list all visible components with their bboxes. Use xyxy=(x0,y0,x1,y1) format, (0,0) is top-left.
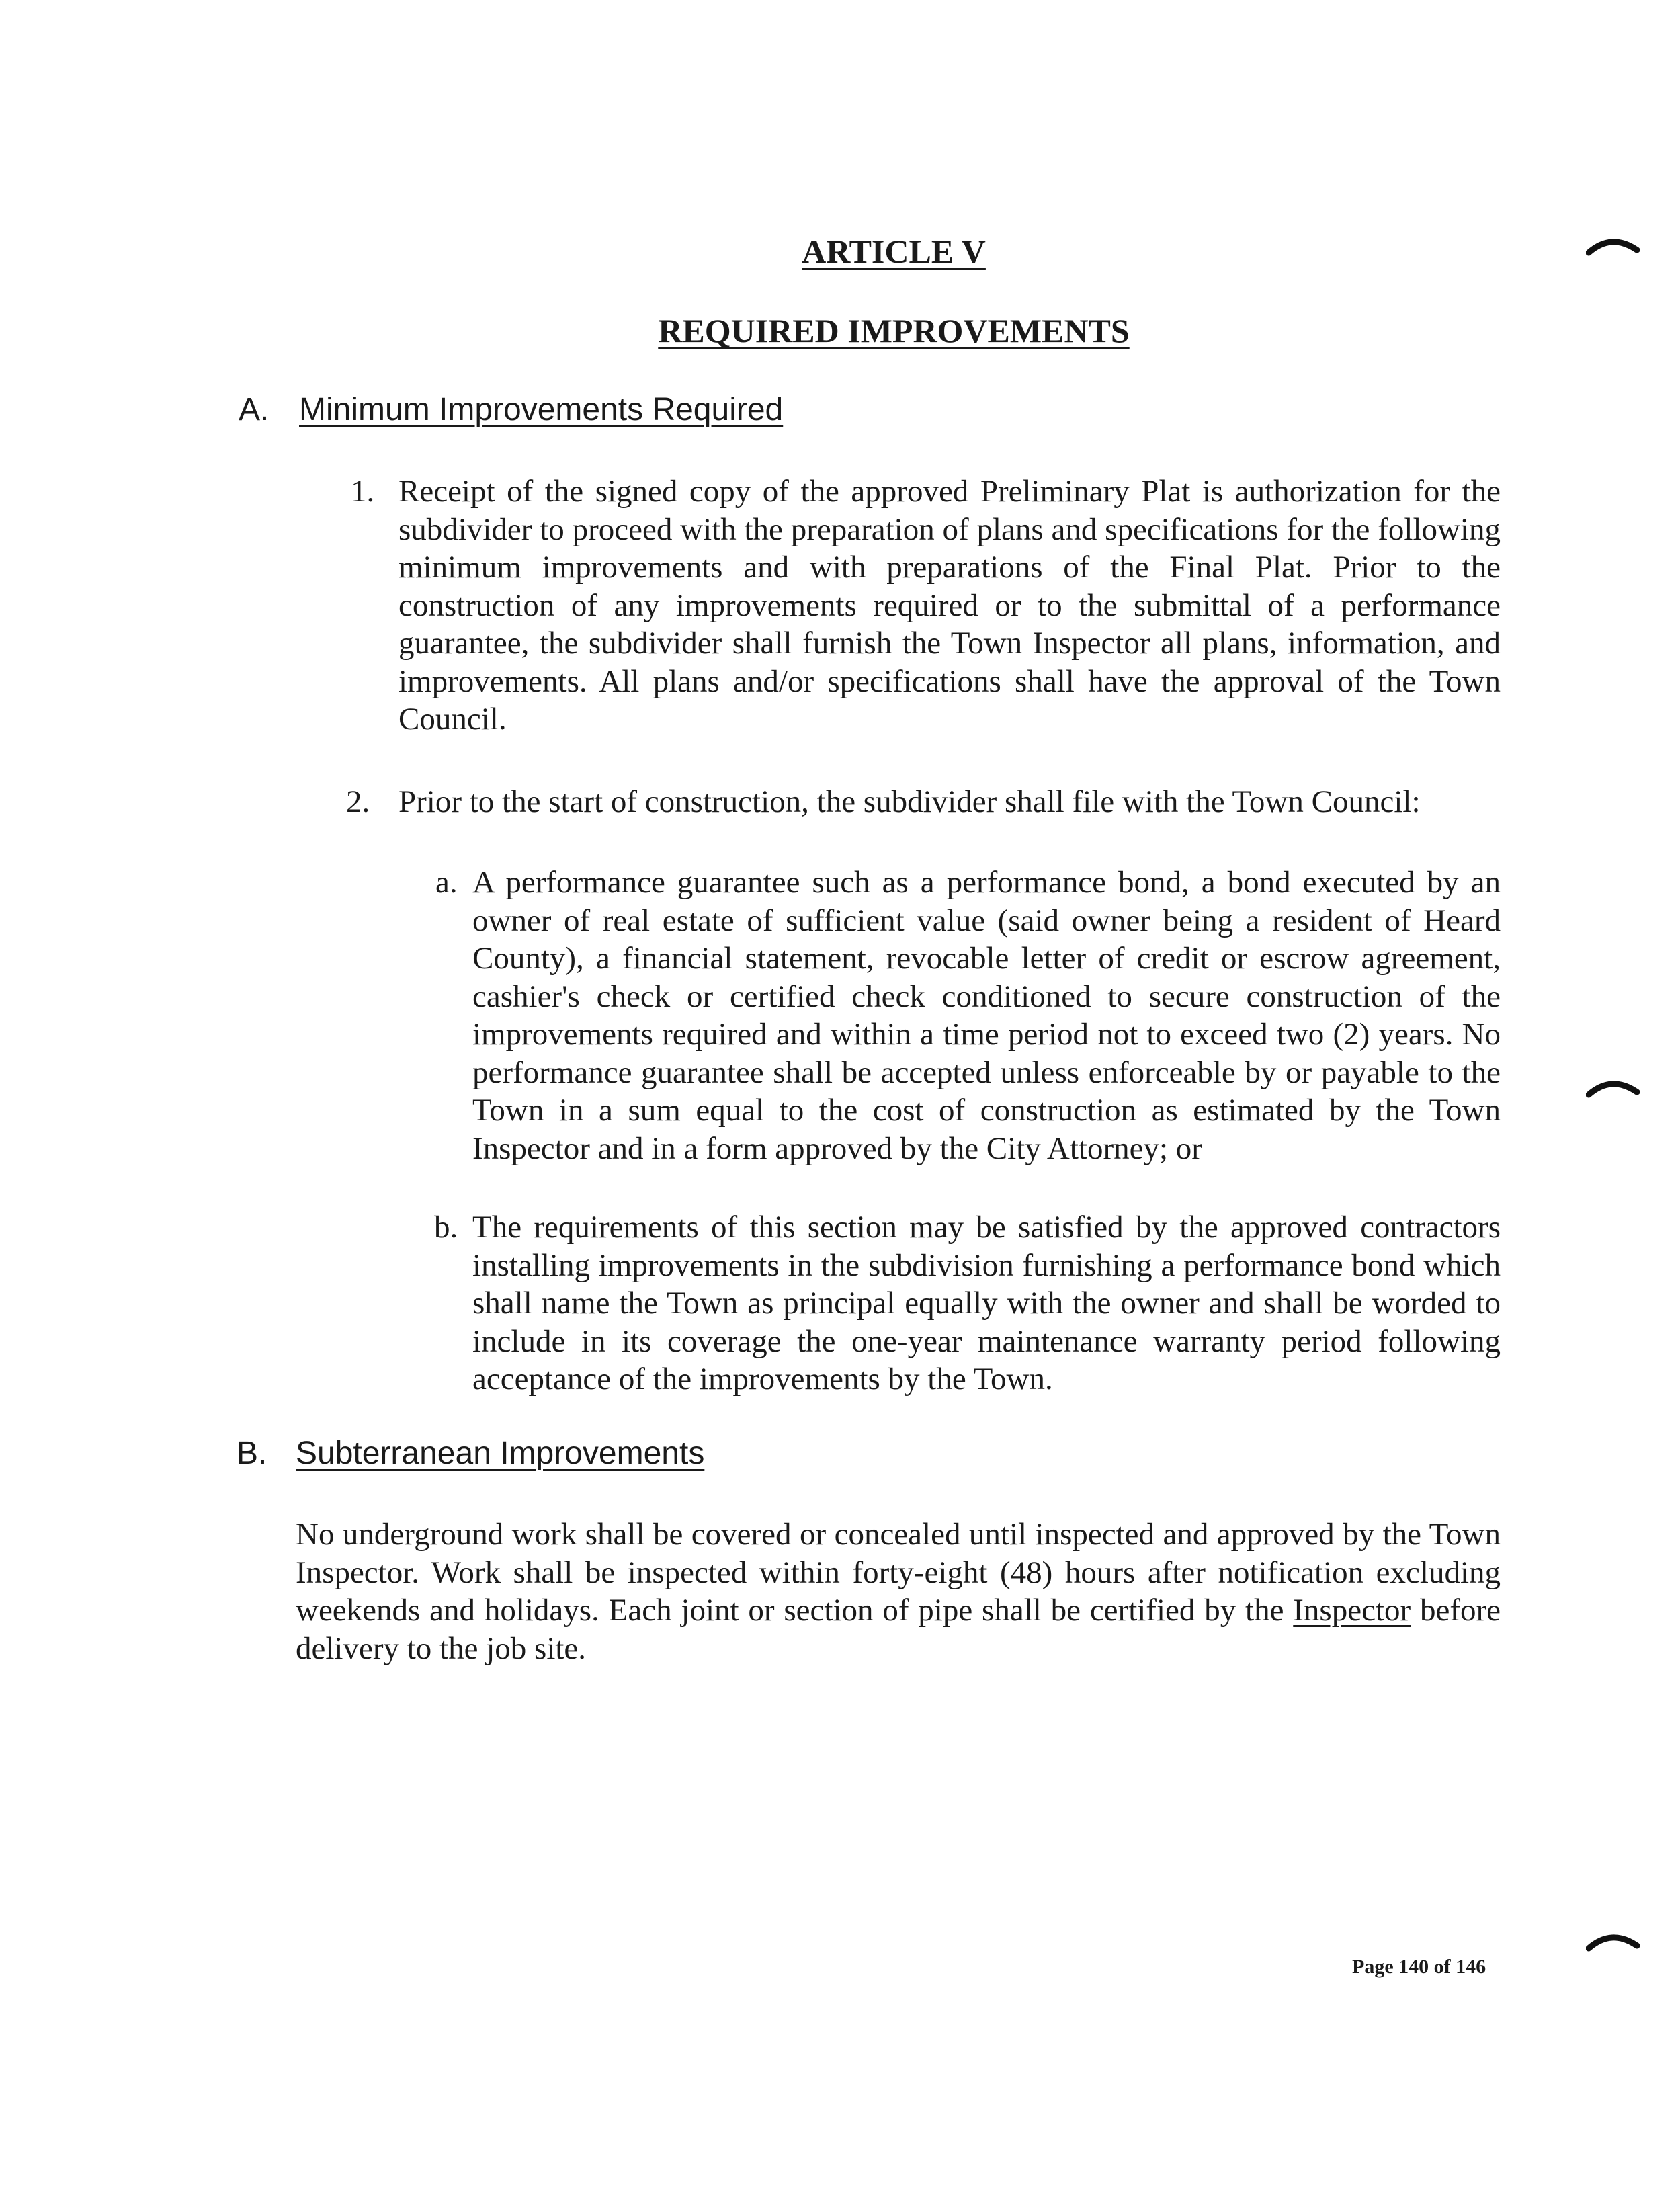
scan-mark-icon xyxy=(1586,1925,1640,1952)
subitem-b-marker: b. xyxy=(434,1210,458,1245)
item-1-marker: 1. xyxy=(351,474,375,509)
section-b-text-before: No underground work shall be covered or concealed until inspected and approved by the Town Inspector. Work shall be inspected within forty-eight (48) hours after notification excluding weekends and holidays. Each joint or section of pipe shall be certified by the xyxy=(296,1517,1501,1628)
page-number: Page 140 of 146 xyxy=(1352,1956,1486,1978)
section-b-text xyxy=(296,1515,1501,1667)
section-b-underlined-word: Inspector xyxy=(1293,1593,1411,1628)
article-heading: ARTICLE V xyxy=(802,233,986,270)
section-a-letter: A. xyxy=(239,392,269,427)
item-2-marker: 2. xyxy=(346,784,370,819)
item-2-text: Prior to the start of construction, the subdivider shall file with the Town Council: xyxy=(398,784,1421,819)
section-b-letter: B. xyxy=(237,1436,267,1471)
scan-mark-icon xyxy=(1586,230,1640,257)
subitem-b-text: The requirements of this section may be satisfied by the approved contractors installing improvements in the subdivision furnishing a performance bond which shall name the Town as principal equally with the owner and shall be worded to include in its coverage the one-year maintenance warranty period following acceptance of the improvements by the Town. xyxy=(472,1210,1501,1397)
section-a-title: Minimum Improvements Required xyxy=(299,392,784,427)
scan-mark-icon xyxy=(1586,1072,1640,1099)
item-1-text: Receipt of the signed copy of the approved Preliminary Plat is authorization for the subdivider to proceed with the preparation of plans and specifications for the following minimum improvements and with preparations of the Final Plat. Prior to the construction of any improvements required or to the submittal of a performance guarantee, the subdivider shall furnish the Town Inspector all plans, information, and improvements. All plans and/or specifications shall have the approval of the Town Council. xyxy=(398,474,1501,737)
section-b-title: Subterranean Improvements xyxy=(296,1436,705,1471)
subitem-a-text: A performance guarantee such as a performance bond, a bond executed by an owner of real estate of sufficient value (said owner being a resident of Heard County), a financial statement, revocable letter of credit or escrow agreement, cashier's check or certified check conditioned to secure construction of the improvements required and within a time period not to exceed two (2) years. No performance guarantee shall be accepted unless enforceable by or payable to the Town in a sum equal to the cost of construction as estimated by the Town Inspector and in a form approved by the City Attorney; or xyxy=(472,865,1501,1166)
section-b-text-after: before delivery to the job site. xyxy=(296,1593,1501,1666)
subitem-a-marker: a. xyxy=(435,865,458,900)
article-subheading: REQUIRED IMPROVEMENTS xyxy=(658,312,1130,349)
